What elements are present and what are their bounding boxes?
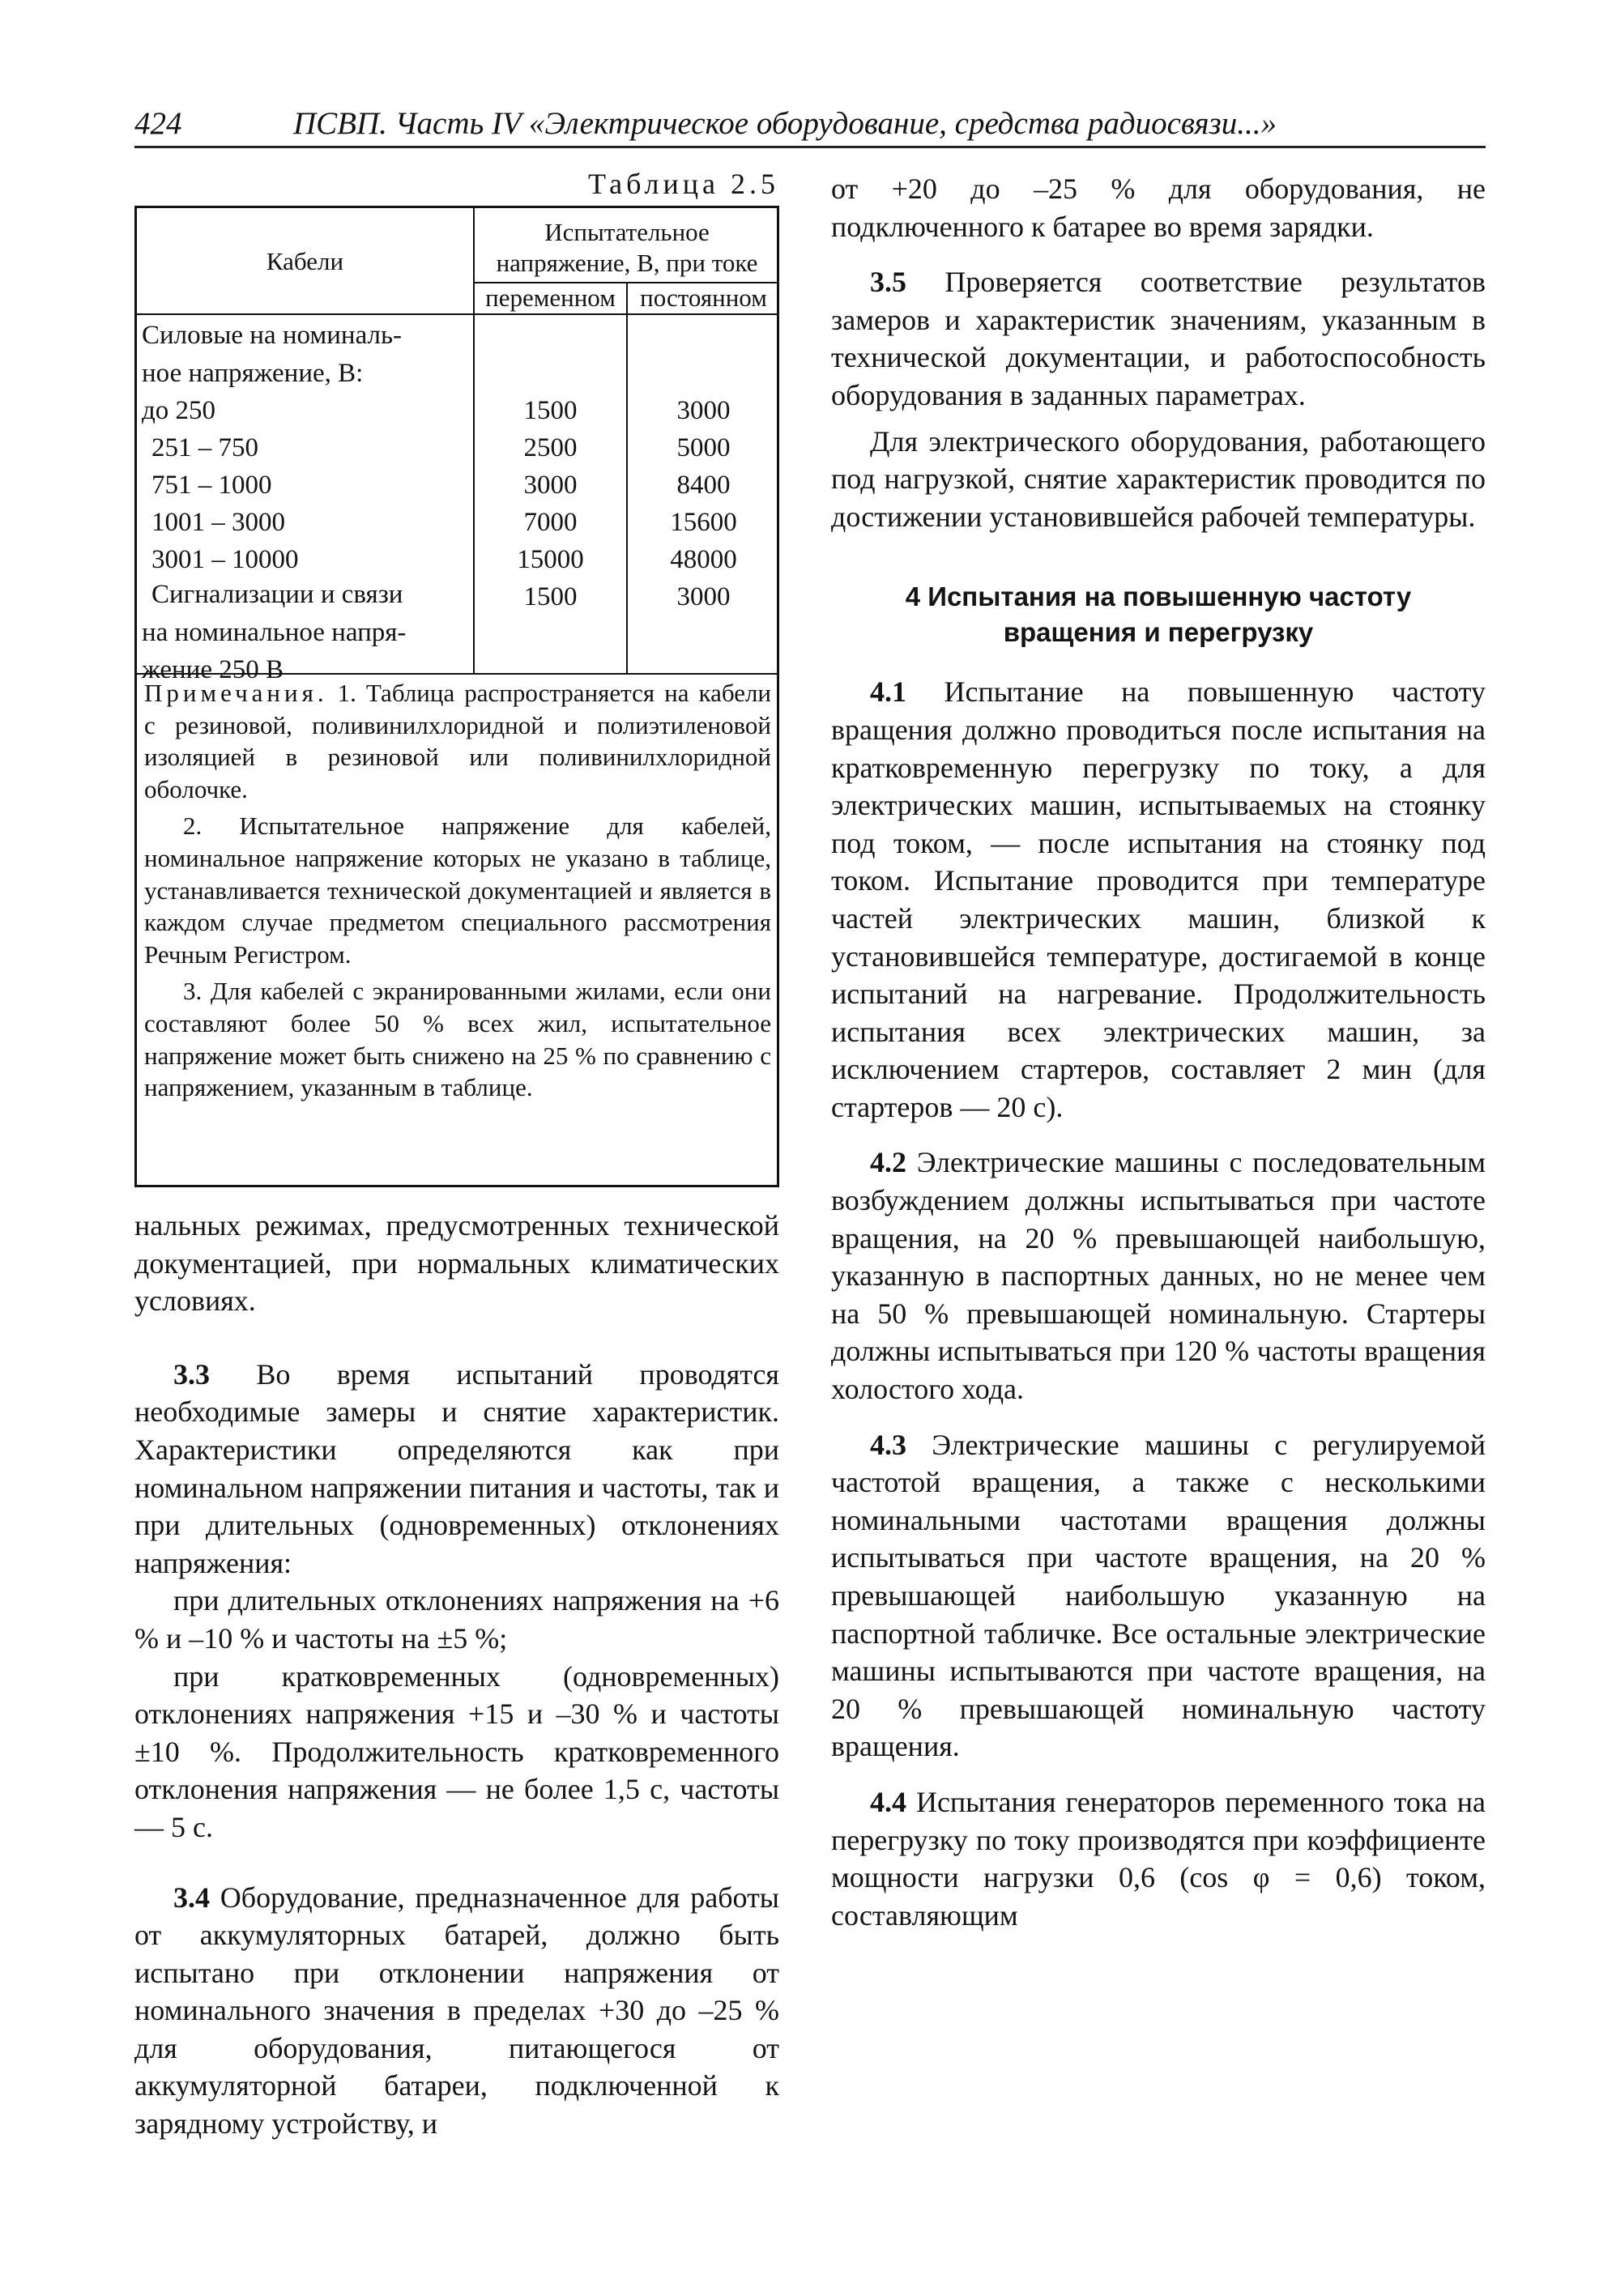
header-cables: Кабели	[266, 247, 344, 275]
page-number: 424	[134, 106, 182, 141]
table-row-label: 3001 – 10000	[151, 545, 299, 574]
power-label-line1: Силовые на номиналь-	[142, 321, 403, 350]
table-row-ac: 7000	[523, 508, 578, 537]
note-2: 2. Испытательное напряжение для кабелей, номинальное напряжение которых не указано в таблице, устанавливается технической документацией и является в каждом случае предметом специального рассмотрения Речным Регистром.	[144, 811, 771, 969]
header-ac: переменном	[485, 283, 616, 312]
paragraph-4-4	[831, 1783, 1486, 1934]
section-title-line1: 4 Испытания на повышенную частоту	[905, 581, 1412, 612]
table-row-dc: 8400	[676, 471, 731, 500]
clause-text: Оборудование, предназначенное для работы от аккумуляторных батарей, должно быть испытано при отклонении напряжения от номинального значения в пределах +30 до –25 % для оборудования, питающегося от аккумуляторной батареи, подключенной к зарядному устройству, и	[134, 1881, 779, 2141]
paragraph-4-1	[831, 673, 1486, 1126]
table-row-ac: 2500	[523, 433, 578, 462]
paragraph-3-5-b: Для электрического оборудования, работающего под нагрузкой, снятие характеристик проводится по достижении установившейся рабочей температуры.	[831, 424, 1486, 533]
table-row-label: до 250	[142, 396, 216, 425]
section-title-line2: вращения и перегрузку	[1003, 617, 1314, 648]
table-row-dc: 48000	[670, 545, 737, 574]
note-3: 3. Для кабелей с экранированными жилами, если они составляют более 50 % всех жил, испытательное напряжение может быть снижено на 25 % по сравнению с напряжением, указанным в таблице.	[144, 977, 771, 1102]
clause-number: 4.3	[870, 1428, 906, 1461]
clause-text: Электрические машины с регулируемой частотой вращения, а также с несколькими номинальными частотами вращения должны испытываться при частоте вращения, на 20 % превышающей наибольшую указанную на паспортной табличке. Все остальные электрические машины испытываются при частоте вращения, на 20 % превышающей номинальную частоту вращения.	[831, 1428, 1486, 1763]
left-column	[134, 1207, 779, 2143]
power-label-line2: ное напряжение, В:	[142, 358, 364, 388]
paragraph-4-2	[831, 1144, 1486, 1408]
header-test-voltage-2: напряжение, В, при токе	[496, 249, 758, 277]
signal-label-line3: жение 250 В	[142, 655, 284, 684]
table-row-label: 1001 – 3000	[151, 508, 285, 537]
header-dc: постоянном	[640, 283, 767, 312]
table-row-dc: 5000	[676, 433, 731, 462]
paragraph-3-5	[831, 263, 1486, 414]
signal-label-line2: на номинальное напря-	[142, 617, 407, 647]
table-row-label: 751 – 1000	[151, 471, 272, 500]
paragraph-3-3-b: при кратковременных (одновременных) отклонениях напряжения +15 и –30 % и частоты ±10 %. Продолжительность кратковременного отклонения напряжения — не более 1,5 с, частоты — 5 с.	[134, 1659, 779, 1843]
signal-ac: 1500	[523, 582, 578, 611]
power-cables-label	[142, 317, 470, 392]
paragraph-3-4	[134, 1879, 779, 2143]
table-notes	[144, 677, 771, 1104]
note-1: 1. Таблица распространяется на кабели с резиновой, поливинилхлоридной и полиэтиленовой изоляцией в резиновой или поливинилхлоридной оболочке.	[144, 679, 772, 803]
running-header	[134, 96, 1486, 148]
section-title	[831, 579, 1486, 650]
paragraph-continuation: нальных режимах, предусмотренных технической документацией, при нормальных климатических условиях.	[134, 1209, 779, 1318]
right-column	[831, 170, 1486, 1934]
running-title: ПСВП. Часть IV «Электрическое оборудование, средства радиосвязи...»	[293, 106, 1277, 141]
table-row-ac: 15000	[517, 545, 584, 574]
table-row-dc: 15600	[670, 508, 737, 537]
clause-number: 4.2	[870, 1146, 906, 1179]
table-row-ac: 3000	[523, 471, 578, 500]
notes-heading: Примечания.	[144, 679, 328, 707]
clause-number: 3.3	[173, 1357, 210, 1391]
signal-dc: 3000	[676, 582, 731, 611]
clause-text: Проверяется соответствие результатов замеров и характеристик значениям, указанным в технической документации, и работоспособность оборудования в заданных параметрах.	[831, 266, 1486, 411]
signal-cables-label	[142, 576, 470, 689]
table-caption: Таблица 2.5	[588, 168, 779, 200]
paragraph-continuation: от +20 до –25 % для оборудования, не подключенного к батарее во время зарядки.	[831, 173, 1486, 243]
table-row-dc: 3000	[676, 396, 731, 425]
table-hline-subheader	[137, 313, 779, 315]
clause-text: Электрические машины с последовательным возбуждением должны испытываться при частоте вращения, на 20 % превышающей наибольшую, указанную в паспортных данных, но не менее чем на 50 % превышающей номинальную. Стартеры должны испытываться при 120 % частоты вращения холостого хода.	[831, 1146, 1486, 1406]
clause-text: Испытание на повышенную частоту вращения должно проводиться после испытания на кратковременную перегрузку по току, а для электрических машин, испытываемых на стоянку под током, — после испытания на стоянку под током. Испытание проводится при температуре частей электрических машин, близкой к установившейся температуре, достигаемой в конце испытаний на нагревание. Продолжительность испытания всех электрических машин, за исключением стартеров, составляет 2 мин (для стартеров — 20 с).	[831, 675, 1486, 1123]
paragraph-3-3-a: при длительных отклонениях напряжения на +6 % и –10 % и частоты на ±5 %;	[134, 1584, 779, 1655]
table-row-label: 251 – 750	[151, 433, 258, 462]
paragraph-3-3	[134, 1356, 779, 1582]
signal-label-line1: Сигнализации и связи	[151, 580, 403, 609]
clause-text: Испытания генераторов переменного тока на перегрузку по току производятся при коэффициенте мощности нагрузки 0,6 (cos φ = 0,6) током, составляющим	[831, 1785, 1486, 1932]
clause-number: 4.4	[870, 1785, 906, 1818]
header-test-voltage-1: Испытательное	[544, 218, 710, 246]
clause-number: 4.1	[870, 675, 906, 709]
clause-number: 3.5	[870, 266, 906, 299]
clause-text: Во время испытаний проводятся необходимые замеры и снятие характеристик. Характеристики определяются как при номинальном напряжении питания и частоты, так и при длительных (одновременных) отклонениях напряжения:	[134, 1357, 779, 1579]
clause-number: 3.4	[173, 1881, 210, 1914]
table-row-ac: 1500	[523, 396, 578, 425]
paragraph-4-3	[831, 1426, 1486, 1766]
